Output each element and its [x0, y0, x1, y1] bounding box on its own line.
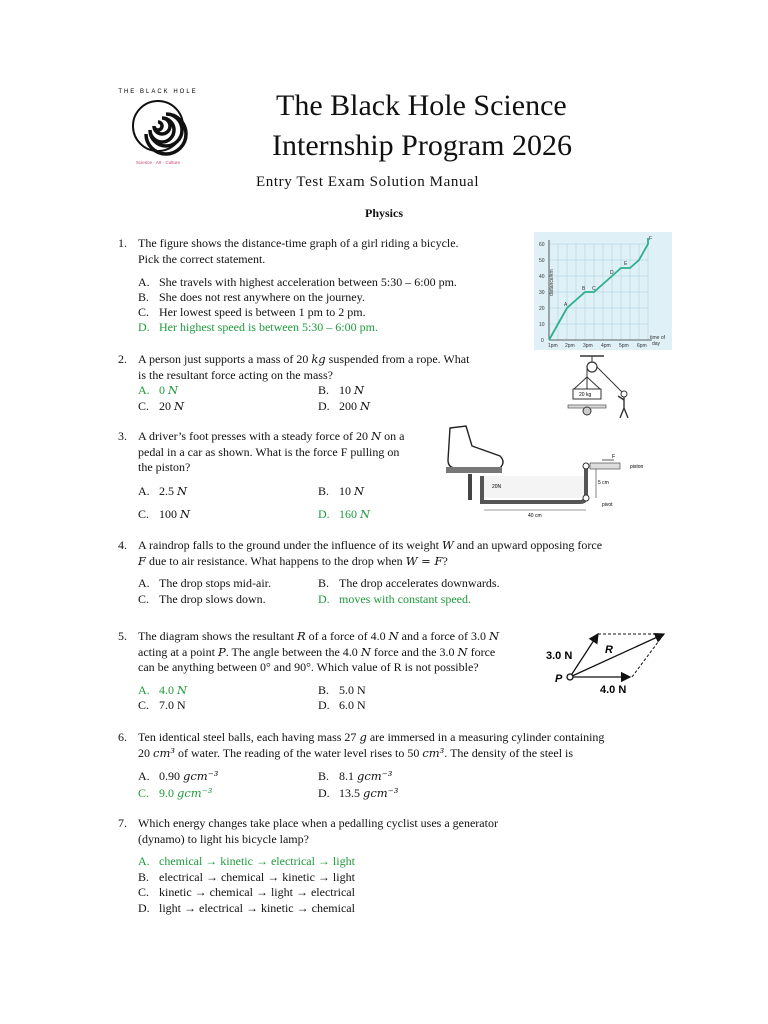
option-5a-correct[interactable]: A. 4.0 N	[138, 683, 188, 697]
mass-label: 20 kg	[579, 392, 592, 398]
force-in-label: 20N	[492, 484, 502, 490]
force-out-label: F	[612, 454, 616, 460]
option-1a[interactable]: A. She travels with highest acceleration between 5:30 – 6:00 pm.	[138, 275, 457, 289]
pivot-label: pivot	[602, 502, 613, 508]
svg-text:distance/km: distance/km	[549, 269, 555, 296]
svg-text:20: 20	[539, 306, 545, 312]
svg-text:2pm: 2pm	[565, 343, 575, 349]
option-6d[interactable]: D. 13.5 gcm⁻³	[318, 786, 399, 800]
option-3a[interactable]: A. 2.5 N	[138, 484, 188, 498]
question-number: 5.	[118, 629, 127, 643]
svg-text:D: D	[610, 270, 614, 276]
pedal-figure	[440, 422, 654, 522]
svg-text:C: C	[592, 286, 596, 292]
svg-text:B: B	[582, 286, 586, 292]
option-3b[interactable]: B. 10 N	[318, 484, 365, 498]
option-1c[interactable]: C. Her lowest speed is between 1 pm to 2 pm.	[138, 305, 366, 319]
question-text: Ten identical steel balls, each having mass 27 g are immersed in a measuring cylinder containing 20 cm³ of water. The reading of the water level rises to 50 cm³. The density of the steel is	[138, 730, 605, 760]
option-3c[interactable]: C. 100 N	[138, 507, 191, 521]
option-7c[interactable]: C. kinetic → chemical → light → electrical	[138, 885, 355, 899]
logo-ring-text: THE BLACK HOLE	[118, 89, 198, 95]
svg-text:0: 0	[541, 338, 544, 344]
subtitle: Entry Test Exam Solution Manual	[256, 174, 480, 190]
option-6c-correct[interactable]: C. 9.0 gcm⁻³	[138, 786, 213, 800]
svg-text:60: 60	[539, 242, 545, 248]
svg-text:E: E	[624, 261, 628, 267]
question-number: 6.	[118, 730, 127, 744]
option-7d[interactable]: D. light → electrical → kinetic → chemical	[138, 901, 355, 915]
option-6a[interactable]: A. 0.90 gcm⁻³	[138, 769, 219, 783]
option-5b[interactable]: B. 5.0 N	[318, 683, 366, 697]
question-text: A driver’s foot presses with a steady force of 20 N on a pedal in a car as shown. What is the force F pulling on the piston?	[138, 429, 405, 474]
svg-text:50: 50	[539, 258, 545, 264]
option-7a-correct[interactable]: A. chemical → kinetic → electrical → light	[138, 854, 355, 868]
option-5d[interactable]: D. 6.0 N	[318, 698, 366, 712]
vector-label-3n: 3.0 N	[546, 650, 573, 662]
svg-text:A: A	[564, 302, 568, 308]
option-4b[interactable]: B. The drop accelerates downwards.	[318, 576, 500, 590]
question-number: 1.	[118, 236, 127, 250]
svg-text:F: F	[649, 236, 653, 242]
option-2b[interactable]: B. 10 N	[318, 383, 365, 397]
vector-label-r: R	[605, 644, 613, 656]
piston-label: piston	[630, 464, 644, 470]
svg-text:3pm: 3pm	[583, 343, 593, 349]
title-line-1: The Black Hole Science	[276, 89, 567, 122]
option-6b[interactable]: B. 8.1 gcm⁻³	[318, 769, 393, 783]
option-7b[interactable]: B. electrical → chemical → kinetic → light	[138, 870, 355, 884]
option-1b[interactable]: B. She does not rest anywhere on the journey.	[138, 290, 365, 304]
vector-label-4n: 4.0 N	[600, 684, 627, 696]
svg-text:40: 40	[539, 274, 545, 280]
option-2c[interactable]: C. 20 N	[138, 399, 185, 413]
shoe-icon	[448, 426, 503, 468]
question-text: The figure shows the distance-time graph of a girl riding a bicycle. Pick the correct statement.	[138, 236, 459, 266]
svg-text:4pm: 4pm	[601, 343, 611, 349]
question-text: The diagram shows the resultant R of a force of 4.0 N and a force of 3.0 N acting at a point P. The angle between the 4.0 N force and the 3.0 N force can be anything between 0° and 90°. Which value of R is not possible?	[138, 629, 500, 674]
vector-diagram	[542, 626, 672, 698]
distance-time-graph	[534, 232, 672, 350]
question-text: Which energy changes take place when a pedalling cyclist uses a generator (dynamo) to light his bicycle lamp?	[138, 816, 498, 846]
option-4d-correct[interactable]: D. moves with constant speed.	[318, 592, 471, 606]
svg-text:30: 30	[539, 290, 545, 296]
svg-text:10: 10	[539, 322, 545, 328]
svg-text:6pm: 6pm	[637, 343, 647, 349]
option-2d[interactable]: D. 200 N	[318, 399, 371, 413]
black-hole-logo	[116, 84, 200, 168]
vector-label-p: P	[555, 673, 563, 685]
question-number: 4.	[118, 538, 127, 552]
option-4c[interactable]: C. The drop slows down.	[138, 592, 266, 606]
question-text: A raindrop falls to the ground under the influence of its weight W and an upward opposing force F due to air resistance. What happens to the drop when W = F?	[138, 538, 603, 568]
option-1d-correct[interactable]: D. Her highest speed is between 5:30 – 6:00 pm.	[138, 320, 378, 334]
option-5c[interactable]: C. 7.0 N	[138, 698, 186, 712]
logo-bottom-text: Science · Art · Culture	[135, 160, 181, 165]
section-heading: Physics	[364, 206, 403, 220]
distance-short-label: 5 cm	[598, 480, 609, 486]
title-line-2: Internship Program 2026	[272, 129, 572, 162]
question-number: 3.	[118, 429, 127, 443]
question-number: 7.	[118, 816, 127, 830]
svg-text:5pm: 5pm	[619, 343, 629, 349]
option-3d-correct[interactable]: D. 160 N	[318, 507, 371, 521]
svg-text:day: day	[652, 341, 661, 347]
distance-long-label: 40 cm	[528, 513, 542, 519]
pulley-figure	[560, 352, 646, 420]
svg-text:time of: time of	[650, 335, 666, 341]
option-2a-correct[interactable]: A. 0 N	[138, 383, 179, 397]
question-number: 2.	[118, 352, 127, 366]
option-4a[interactable]: A. The drop stops mid-air.	[138, 576, 271, 590]
svg-text:1pm: 1pm	[548, 343, 558, 349]
question-text: A person just supports a mass of 20 kg suspended from a rope. What is the resultant force acting on the mass?	[138, 352, 470, 382]
